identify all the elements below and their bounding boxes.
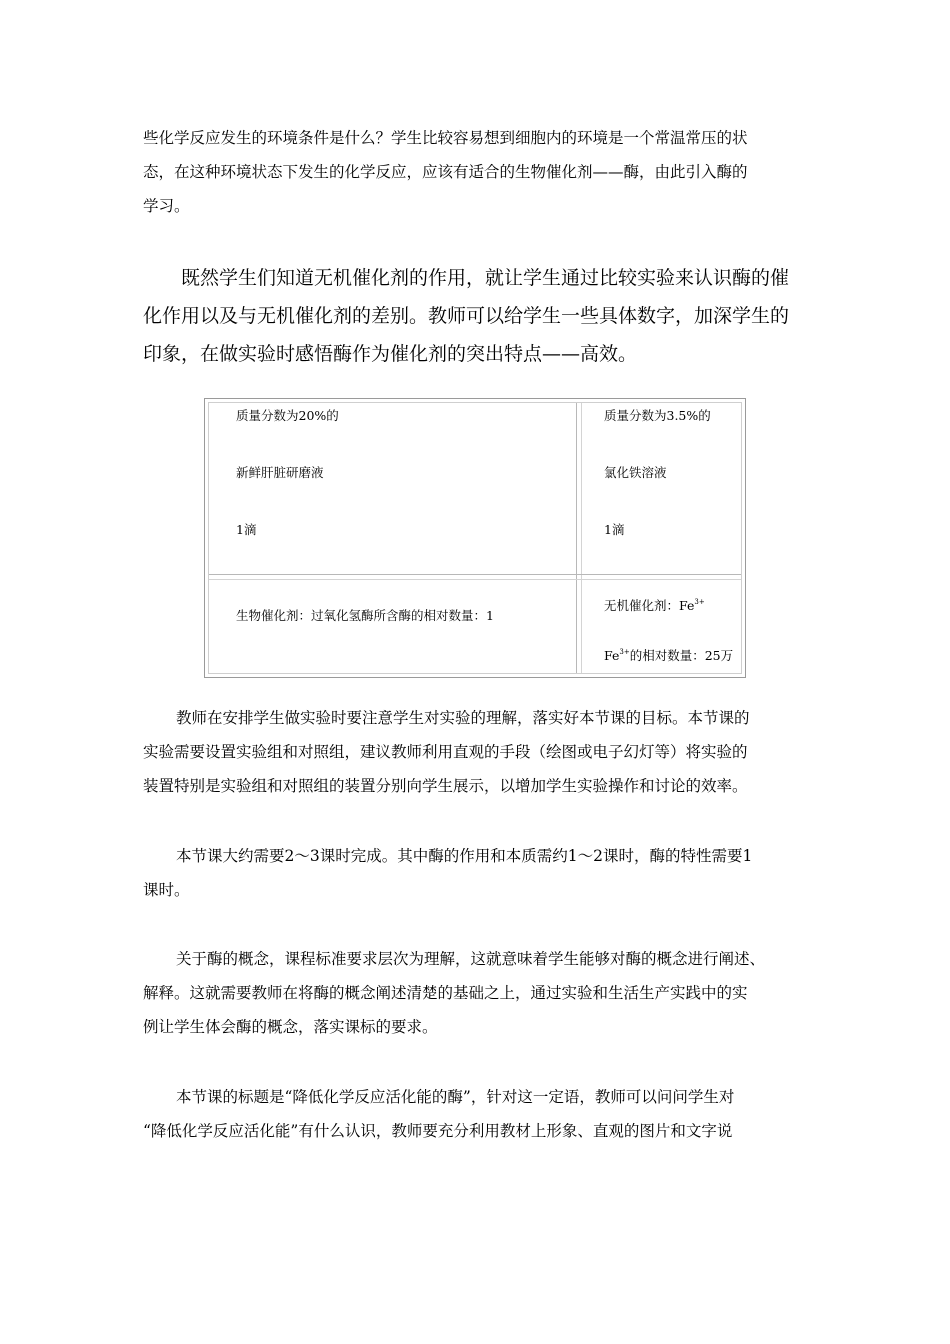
- paragraph-2-line-2: 化作用以及与无机催化剂的差别。教师可以给学生一些具体数字，加深学生的: [143, 305, 790, 327]
- paragraph-5: [143, 942, 813, 1044]
- ferric-chloride-amount: 1滴: [604, 522, 625, 537]
- table-column-divider: [576, 403, 582, 673]
- table-cell-biological-catalyst: [236, 587, 494, 644]
- biological-catalyst-text: 生物催化剂：过氧化氢酶所含酶的相对数量：1: [236, 608, 494, 623]
- paragraph-2-line-3: 印象，在做实验时感悟酶作为催化剂的突出特点——高效。: [143, 343, 638, 365]
- paragraph-6: [143, 1080, 813, 1148]
- table-cell-inorganic-catalyst: [604, 579, 733, 679]
- paragraph-1-line-1: 些化学反应发生的环境条件是什么？学生比较容易想到细胞内的环境是一个常温常压的状: [143, 129, 748, 147]
- fe-ion-charge: 3+: [619, 648, 630, 656]
- liver-extract-name: 新鲜肝脏研磨液: [236, 465, 324, 480]
- paragraph-3-line-1: 教师在安排学生做实验时要注意学生对实验的理解，落实好本节课的目标。本节课的: [176, 709, 750, 727]
- ferric-chloride-concentration: 质量分数为3.5%的: [604, 408, 711, 423]
- fe-ion-symbol: Fe: [604, 648, 620, 663]
- paragraph-1: [143, 121, 813, 223]
- liver-extract-concentration: 质量分数为20%的: [236, 408, 339, 423]
- paragraph-5-line-2: 解释。这就需要教师在将酶的概念阐述清楚的基础之上，通过实验和生活生产实践中的实: [143, 984, 748, 1002]
- paragraph-3: [143, 701, 813, 803]
- paragraph-1-line-2: 态，在这种环境状态下发生的化学反应，应该有适合的生物催化剂——酶，由此引入酶的: [143, 163, 748, 181]
- paragraph-3-line-3: 装置特别是实验组和对照组的装置分别向学生展示，以增加学生实验操作和讨论的效率。: [143, 777, 748, 795]
- table-cell-ferric-chloride: [604, 387, 711, 558]
- paragraph-4: [143, 839, 813, 907]
- ferric-chloride-name: 氯化铁溶液: [604, 465, 667, 480]
- paragraph-2-line-1: 既然学生们知道无机催化剂的作用，就让学生通过比较实验来认识酶的催: [181, 267, 790, 289]
- paragraph-6-line-2: “降低化学反应活化能”有什么认识，教师要充分利用教材上形象、直观的图片和文字说: [143, 1122, 733, 1140]
- inorganic-catalyst-quantity-line: [604, 629, 733, 679]
- paragraph-6-line-1: 本节课的标题是“降低化学反应活化能的酶”，针对这一定语，教师可以问问学生对: [176, 1088, 735, 1106]
- table-cell-liver-extract: [236, 387, 339, 558]
- inorganic-catalyst-line: [604, 579, 733, 629]
- liver-extract-amount: 1滴: [236, 522, 257, 537]
- paragraph-4-line-1: 本节课大约需要2～3课时完成。其中酶的作用和本质需约1～2课时，酶的特性需要1: [176, 847, 753, 865]
- paragraph-4-line-2: 课时。: [143, 881, 190, 899]
- paragraph-1-line-3: 学习。: [143, 197, 190, 215]
- paragraph-5-line-1: 关于酶的概念，课程标准要求层次为理解，这就意味着学生能够对酶的概念进行阐述、: [176, 950, 766, 968]
- paragraph-5-line-3: 例让学生体会酶的概念，落实课标的要求。: [143, 1018, 438, 1036]
- paragraph-3-line-2: 实验需要设置实验组和对照组，建议教师利用直观的手段（绘图或电子幻灯等）将实验的: [143, 743, 748, 761]
- paragraph-2: [143, 259, 813, 373]
- inorganic-catalyst-label: 无机催化剂：Fe: [604, 598, 695, 613]
- fe-ion-quantity: 的相对数量：25万: [629, 648, 734, 663]
- inorganic-catalyst-charge: 3+: [694, 598, 705, 606]
- comparison-table: [204, 398, 746, 678]
